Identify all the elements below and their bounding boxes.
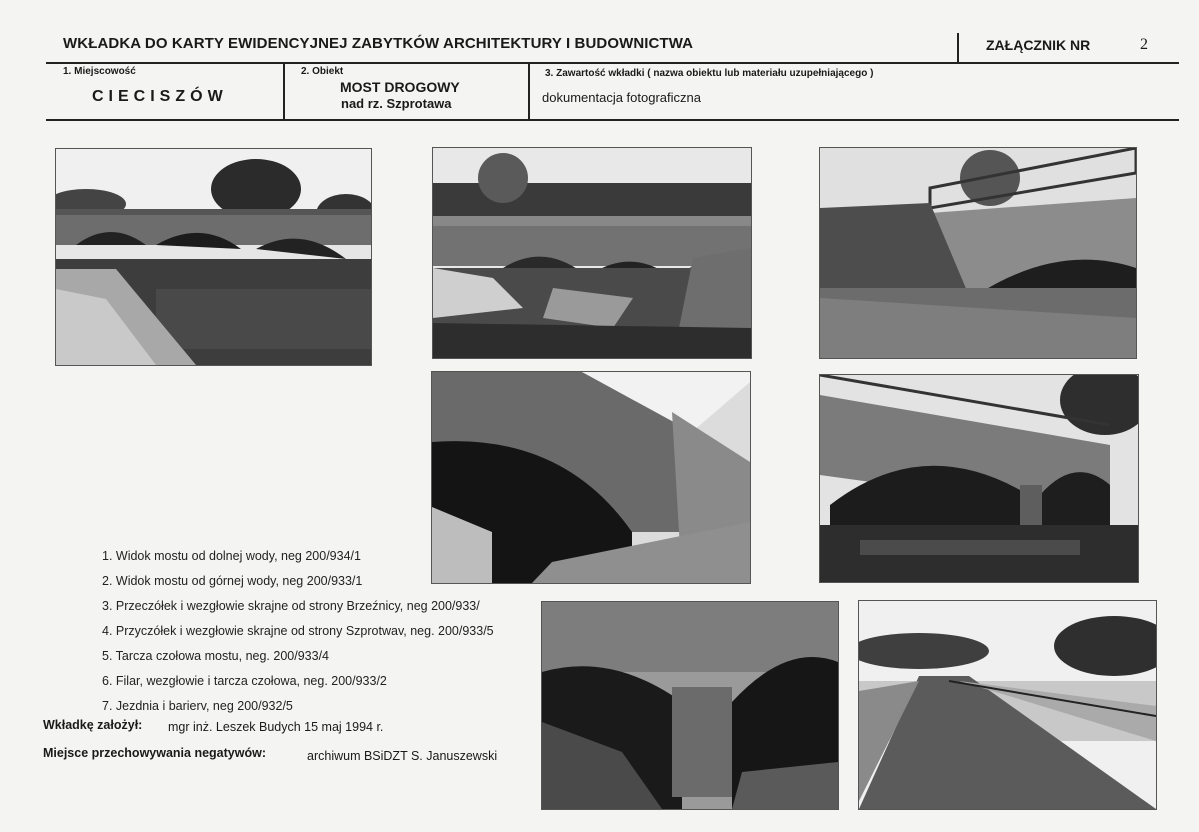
photo-2-bridge-upstream xyxy=(432,147,752,359)
photo-captions xyxy=(102,544,494,719)
caption-item: 1. Widok mostu od dolnej wody, neg 200/934/1 xyxy=(102,549,361,563)
photo-5-bridge-front-face xyxy=(819,374,1139,583)
header-rule-bottom xyxy=(46,119,1179,121)
author-label: Wkładkę założył: xyxy=(43,718,143,732)
caption-item: 2. Widok mostu od górnej wody, neg 200/933/1 xyxy=(102,574,363,588)
caption-item: 5. Tarcza czołowa mostu, neg. 200/933/4 xyxy=(102,649,329,663)
caption-item: 4. Przyczółek i wezgłowie skrajne od strony Szprotwav, neg. 200/933/5 xyxy=(102,624,494,638)
photo-3-abutment-brzeznica xyxy=(819,147,1137,359)
photo-6-pier-front-face xyxy=(541,601,839,810)
object-label: 2. Obiekt xyxy=(301,66,344,77)
object-value-line1: MOST DROGOWY xyxy=(340,79,460,95)
content-label: 3. Zawartość wkładki ( nazwa obiektu lub materiału uzupełniającego ) xyxy=(545,68,874,79)
annex-label: ZAŁĄCZNIK NR xyxy=(986,37,1091,53)
author-value: mgr inż. Leszek Budych 15 maj 1994 r. xyxy=(168,720,384,734)
document-title: WKŁADKA DO KARTY EWIDENCYJNEJ ZABYTKÓW ARCHITEKTURY I BUDOWNICTWA xyxy=(63,35,694,52)
photo-1-bridge-downstream xyxy=(55,148,372,366)
field-divider-2 xyxy=(528,62,530,120)
content-value: dokumentacja fotograficzna xyxy=(542,90,701,105)
field-divider-1 xyxy=(283,62,285,120)
caption-item: 3. Przeczółek i wezgłowie skrajne od strony Brzeźnicy, neg 200/933/ xyxy=(102,599,480,613)
object-value-line2: nad rz. Szprotawa xyxy=(341,96,452,111)
place-value: CIECISZÓW xyxy=(92,88,228,105)
header-divider xyxy=(957,33,959,63)
caption-item: 7. Jezdnia i barierv, neg 200/932/5 xyxy=(102,699,293,713)
annex-number: 2 xyxy=(1140,36,1148,53)
storage-value: archiwum BSiDZT S. Januszewski xyxy=(307,749,498,763)
place-label: 1. Miejscowość xyxy=(63,66,136,77)
photo-7-road-barriers xyxy=(858,600,1157,810)
storage-label: Miejsce przechowywania negatywów: xyxy=(43,746,266,760)
header-rule-top xyxy=(46,62,1179,64)
caption-item: 6. Filar, wezgłowie i tarcza czołowa, neg. 200/933/2 xyxy=(102,674,387,688)
